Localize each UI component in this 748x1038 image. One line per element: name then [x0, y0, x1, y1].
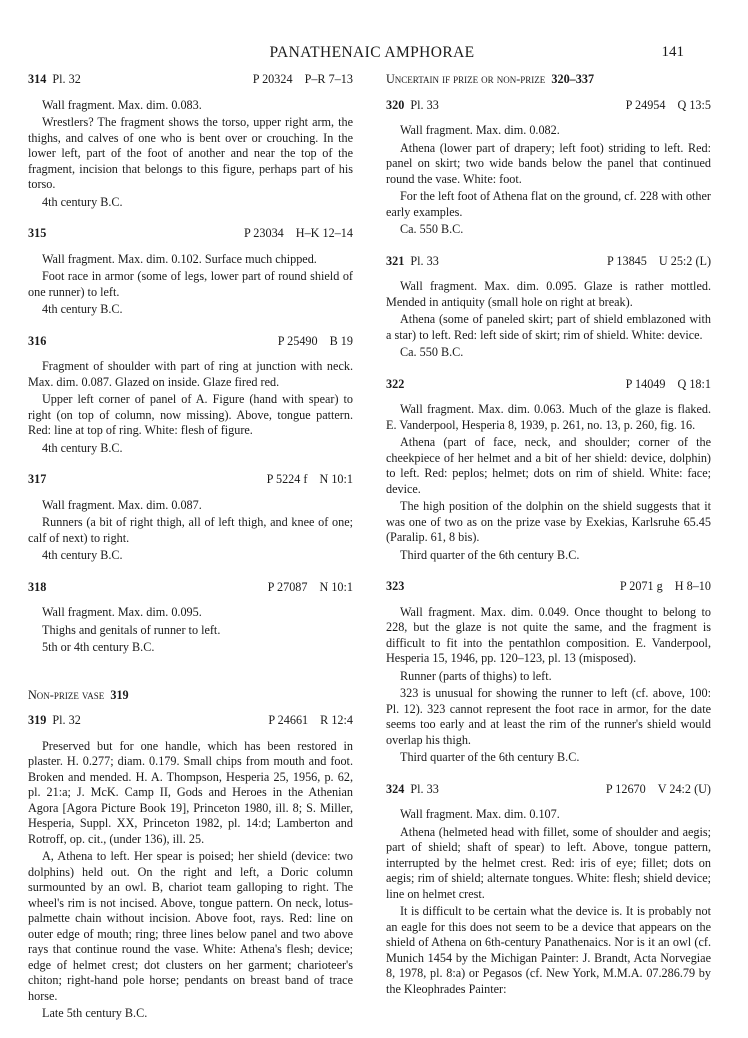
plate-ref: Pl. 33 [410, 97, 439, 112]
catalog-entry-318 [28, 580, 353, 656]
grid-ref: H 8–10 [674, 579, 711, 593]
page-header [52, 44, 692, 64]
entry-date: 4th century B.C. [42, 302, 123, 316]
entry-number: 323 [386, 579, 405, 593]
entry-heading [386, 254, 711, 270]
section-range: 319 [110, 687, 129, 702]
section-range: 320–337 [551, 72, 595, 86]
entry-paragraph: A, Athena to left. Her spear is poised; her shield (device: two dolphins) held out. On the right and left, a Doric column surmounted by an owl. B, chariot team galloping to right. The wheel's rim is not incised. Above, tongue pattern. On neck, lotus-palmette chain without incision. Above foot, rays. Red: line on outer edge of mouth; ring; three lines below panel and two above rays that continue round the vase. White: Athena's flesh; device; edge of helmet crest; dot clusters on her garment; charioteer's chiton; right-hand pole horse; pendants on breast band of trace horse. [28, 849, 353, 1003]
catalog-entry-323 [386, 579, 711, 766]
page-number: 141 [661, 44, 684, 60]
grid-ref: R 12:4 [320, 713, 353, 727]
entry-number: 322 [386, 376, 405, 391]
entry-paragraph: Athena (lower part of drapery; left foot) striding to left. Red: panel on skirt; two wide bands below the panel that continued round the vase. White: foot. [386, 140, 711, 186]
entry-heading [28, 226, 353, 242]
entry-number: 316 [28, 333, 47, 348]
entry-paragraph: Wall fragment. Max. dim. 0.095. [42, 605, 202, 619]
entry-paragraph: Thighs and genitals of runner to left. [42, 622, 221, 637]
entry-number: 320 [386, 97, 405, 112]
inventory-number: P 13845 [607, 253, 647, 268]
grid-ref: N 10:1 [319, 579, 353, 594]
catalog-entry-319 [28, 713, 353, 1022]
entry-number: 317 [28, 472, 47, 486]
entry-paragraph: Wall fragment. Max. dim. 0.082. [400, 123, 560, 137]
entry-paragraph: Athena (some of paneled skirt; part of shield emblazoned with a star) to left. Red: left side of skirt; rim of shield. White: device. [386, 312, 711, 342]
entry-paragraph: Runner (parts of thighs) to left. [400, 668, 552, 683]
catalog-entry-315 [28, 226, 353, 318]
grid-ref: N 10:1 [319, 472, 353, 486]
inventory-number: P 24954 [625, 97, 666, 112]
entry-paragraph: Preserved but for one handle, which has been restored in plaster. H. 0.277; diam. 0.179. Small chips from mouth and foot. Broken and mended. H. A. Thompson, Hesperia 25, 1956, p. 62, pl. 21:a; J. McK. Camp II, Gods and Heroes in the Athenian Agora [Agora Picture Book 19], Princeton 1980, ill. 8; S. Miller, Hesperia, Suppl. XX, Princeton 1982, pl. 14:d; Lamberton and Rotroff, op. cit., (under 136), ill. 25. [28, 738, 353, 846]
entry-paragraph: Athena (helmeted head with fillet, some of shoulder and aegis; part of shield; shaft of spear) to left. Above, tongue pattern, interrupted by the helmet crest. Red: iris of eye; fillet; dots on aegis; rim of shield; alternate tongues. White: flesh; shield device; line on helmet crest. [386, 824, 711, 901]
left-column [28, 72, 353, 1038]
inventory-number: P 24661 [268, 713, 309, 727]
plate-ref: Pl. 33 [410, 253, 439, 268]
inventory-number: P 12670 [605, 781, 646, 796]
entry-date: 5th or 4th century B.C. [42, 640, 155, 654]
grid-ref: Q 13:5 [677, 97, 711, 112]
inventory-number: P 27087 [267, 579, 308, 594]
entry-heading [386, 98, 711, 114]
section-title-non-prize [28, 688, 353, 704]
section-label: Non-prize vase [28, 687, 105, 702]
catalog-entry-314 [28, 72, 353, 210]
catalog-entry-317 [28, 472, 353, 564]
entry-heading [28, 472, 353, 488]
entry-number: 315 [28, 226, 47, 240]
entry-paragraph: Athena (part of face, neck, and shoulder; corner of the cheekpiece of her helmet and a bit of her shield: device, dolphin) to left. Red: peplos; helmet; dots on rim of shield. White: face; device. [386, 435, 711, 496]
entry-paragraph: Wall fragment. Max. dim. 0.102. Surface much chipped. [42, 251, 317, 266]
entry-date: Third quarter of the 6th century B.C. [400, 547, 580, 562]
plate-ref: Pl. 33 [410, 781, 439, 796]
entry-date: 4th century B.C. [42, 194, 123, 209]
entry-heading [386, 377, 711, 393]
section-title-uncertain [386, 72, 711, 88]
entry-paragraph: Foot race in armor (some of legs, lower part of round shield of one runner) to left. [28, 269, 353, 299]
grid-ref: Q 18:1 [677, 376, 711, 391]
entry-number: 318 [28, 579, 47, 594]
catalog-entry-324 [386, 782, 711, 998]
entry-paragraph: Wall fragment. Max. dim. 0.095. Glaze is rather mottled. Mended in antiquity (small hole on right at break). [386, 279, 711, 309]
entry-heading [386, 782, 711, 798]
entry-number: 314 [28, 72, 47, 86]
entry-heading [28, 580, 353, 596]
grid-ref: V 24:2 (U) [657, 781, 711, 796]
entry-paragraph: 323 is unusual for showing the runner to left (cf. above, 100: Pl. 12). 323 cannot represent the foot race in armor, for the date seems too early and at least the rim of the runner's shield would overlap his thigh. [386, 686, 711, 747]
entry-date: 4th century B.C. [42, 440, 123, 455]
entry-number: 321 [386, 253, 405, 268]
plate-ref: Pl. 32 [52, 713, 81, 727]
entry-date: Late 5th century B.C. [42, 1006, 148, 1020]
inventory-number: P 5224 f [266, 472, 308, 486]
plate-ref: Pl. 32 [52, 72, 81, 86]
entry-paragraph: Upper left corner of panel of A. Figure (hand with spear) to right (on top of column, now missing). Above, tongue pattern. Red: line at top of ring. White: flesh of figure. [28, 392, 353, 437]
entry-paragraph: Wall fragment. Max. dim. 0.087. [42, 497, 202, 512]
entry-date: Third quarter of the 6th century B.C. [400, 750, 580, 764]
grid-ref: B 19 [329, 333, 353, 348]
inventory-number: P 14049 [625, 376, 666, 391]
entry-date: Ca. 550 B.C. [400, 345, 464, 359]
entry-heading [28, 713, 353, 729]
entry-heading [386, 579, 711, 595]
entry-paragraph: It is difficult to be certain what the device is. It is probably not an eagle for this does not seem to be a device that appears on the shield of Athena on 6th-century Panathenaics. Nor is it an owl (cf. Munich 1454 by the Michigan Painter: J. Brandt, Acta Norvegiae 8, 1978, pl. 8:a) or Pegasos (cf. New York, M.M.A. 07.286.79 by the Kleophrades Painter: [386, 904, 711, 996]
grid-ref: U 25:2 (L) [658, 253, 711, 268]
catalog-entry-322 [386, 377, 711, 564]
entry-paragraph: Wall fragment. Max. dim. 0.049. Once thought to belong to 228, but the glaze is not quite the same, and the fragment is difficult to fit into the pentathlon composition. E. Vanderpool, Hesperia 15, 1946, pp. 120–123, pl. 13 (misposed). [386, 604, 711, 665]
entry-number: 319 [28, 713, 47, 727]
grid-ref: P–R 7–13 [304, 72, 353, 86]
running-head: PANATHENAIC AMPHORAE [269, 44, 475, 61]
right-column [386, 72, 711, 999]
entry-heading [28, 334, 353, 350]
entry-paragraph: Wall fragment. Max. dim. 0.107. [400, 807, 560, 821]
entry-paragraph: Fragment of shoulder with part of ring at junction with neck. Max. dim. 0.087. Glazed on inside. Glaze fired red. [28, 359, 353, 389]
entry-paragraph: Wall fragment. Max. dim. 0.063. Much of the glaze is flaked. E. Vanderpool, Hesperia 8, 1939, p. 261, no. 13, p. 260, fig. 16. [386, 402, 711, 432]
inventory-number: P 2071 g [619, 579, 663, 593]
entry-paragraph: For the left foot of Athena flat on the ground, cf. 228 with other early examples. [386, 189, 711, 219]
inventory-number: P 25490 [277, 333, 318, 348]
catalog-entry-320 [386, 98, 711, 238]
entry-heading [28, 72, 353, 88]
entry-date: Ca. 550 B.C. [400, 222, 464, 236]
entry-date: 4th century B.C. [42, 548, 123, 562]
entry-number: 324 [386, 781, 405, 796]
inventory-number: P 23034 [243, 226, 284, 240]
entry-paragraph: Wall fragment. Max. dim. 0.083. [42, 97, 202, 112]
entry-paragraph: Runners (a bit of right thigh, all of left thigh, and knee of one; calf of next) to right. [28, 515, 353, 545]
catalog-entry-316 [28, 334, 353, 457]
grid-ref: H–K 12–14 [295, 226, 353, 240]
entry-paragraph: The high position of the dolphin on the shield suggests that it was one of two as on the prize vase by Exekias, Karlsruhe 65.45 (Paralip. 61, 8 bis). [386, 499, 711, 544]
inventory-number: P 20324 [252, 72, 293, 86]
catalog-entry-321 [386, 254, 711, 361]
entry-paragraph: Wrestlers? The fragment shows the torso, upper right arm, the thighs, and calves of one who is bent over or crouching. In the lower left, part of the foot of another and near the top of the fragment, incision that belongs to this figure, perhaps part of his torso. [28, 115, 353, 191]
section-label: Uncertain if prize or non-prize [386, 72, 546, 86]
